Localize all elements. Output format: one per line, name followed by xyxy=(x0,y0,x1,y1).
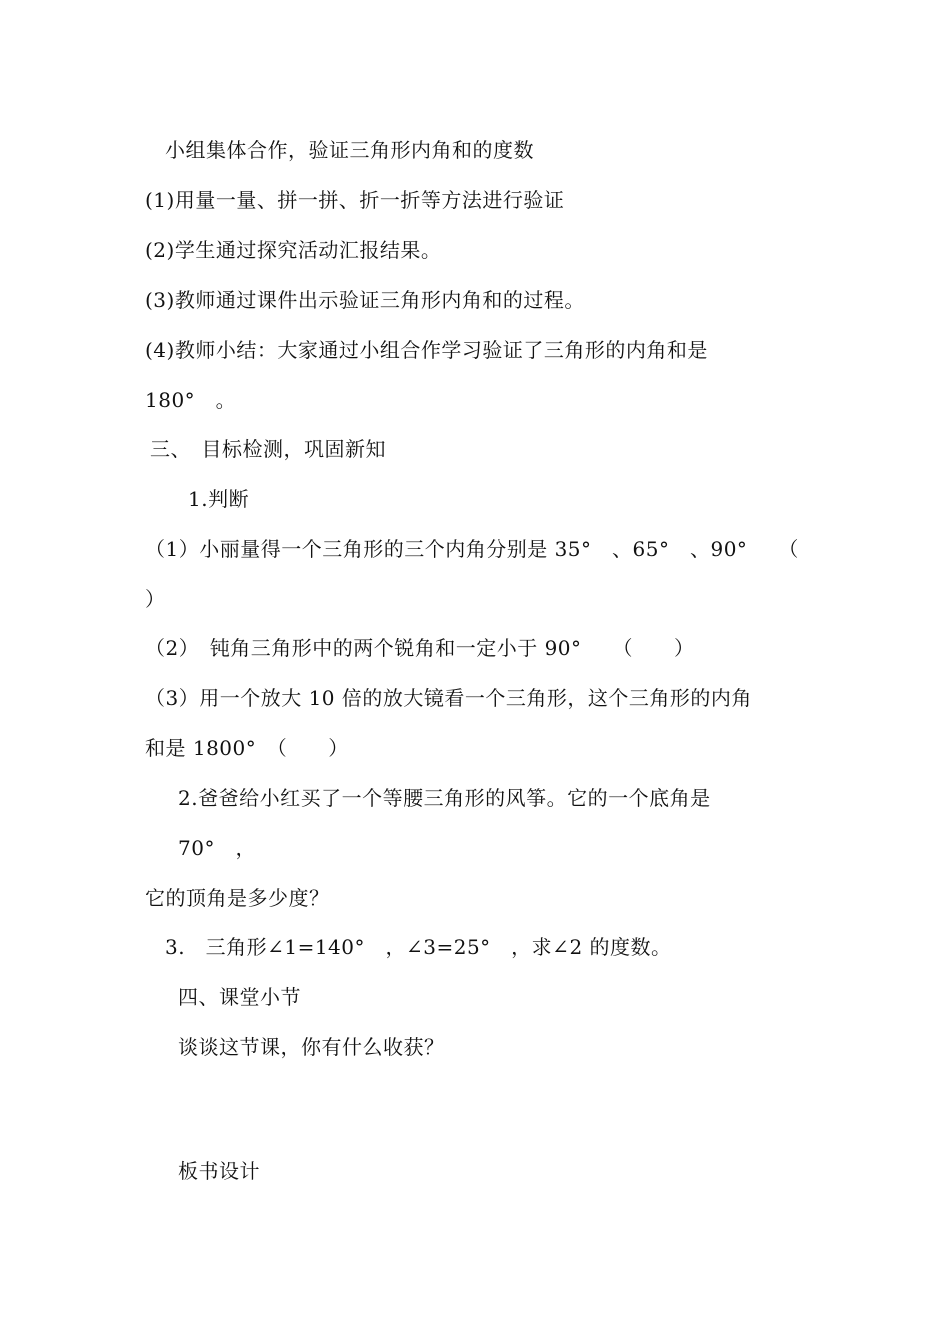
judge-heading: 1.判断 xyxy=(188,487,250,511)
judge-item-1-continuation: ） xyxy=(145,587,166,611)
question-2-continuation: 70° ， xyxy=(178,836,256,860)
summary-prompt: 谈谈这节课，你有什么收获？ xyxy=(178,1035,445,1059)
step-3-line: (3)教师通过课件出示验证三角形内角和的过程。 xyxy=(145,288,585,312)
section-4-heading: 四、课堂小节 xyxy=(178,985,301,1009)
judge-item-3: （3）用一个放大 10 倍的放大镜看一个三角形，这个三角形的内角 xyxy=(145,686,752,710)
step-2-line: (2)学生通过探究活动汇报结果。 xyxy=(145,238,442,262)
intro-line: 小组集体合作，验证三角形内角和的度数 xyxy=(165,138,534,162)
question-2-ask: 它的顶角是多少度？ xyxy=(145,886,330,910)
question-3: 3. 三角形∠1=140° ，∠3=25° ，求∠2 的度数。 xyxy=(165,935,672,959)
judge-item-2: （2） 钝角三角形中的两个锐角和一定小于 90° （ ） xyxy=(145,636,695,660)
step-4-continuation: 180° 。 xyxy=(145,388,237,412)
step-4-line: (4)教师小结：大家通过小组合作学习验证了三角形的内角和是 xyxy=(145,338,708,362)
question-2: 2.爸爸给小红买了一个等腰三角形的风筝。它的一个底角是 xyxy=(178,786,711,810)
section-3-heading: 三、 目标检测，巩固新知 xyxy=(150,437,386,461)
judge-item-3-continuation: 和是 1800° （ ） xyxy=(145,736,349,760)
board-design-heading: 板书设计 xyxy=(178,1159,260,1183)
judge-item-1: （1）小丽量得一个三角形的三个内角分别是 35° 、65° 、90° （ xyxy=(145,537,799,561)
step-1-line: (1)用量一量、拼一拼、折一折等方法进行验证 xyxy=(145,188,565,212)
